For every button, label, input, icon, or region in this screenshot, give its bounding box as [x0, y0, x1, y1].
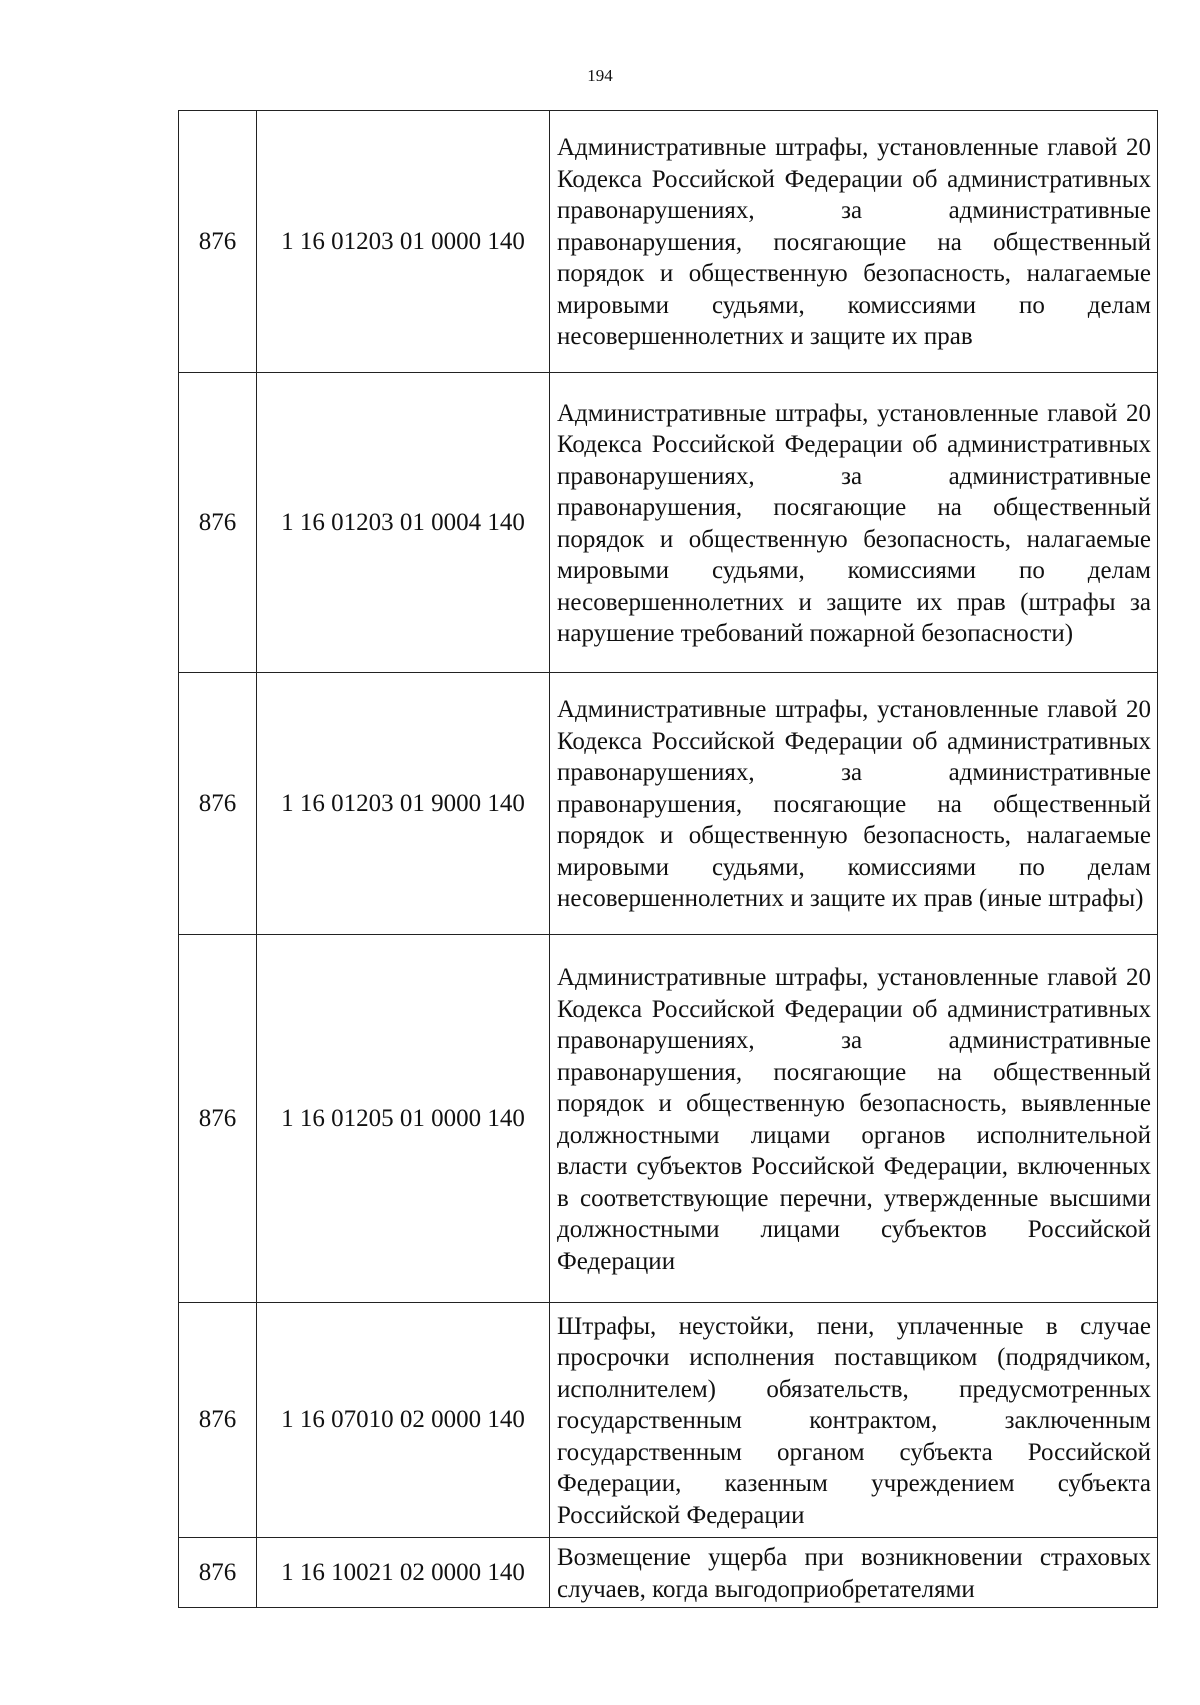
description-text: Административные штрафы, установленные главой 20 Кодекса Российской Федерации об административных правонарушениях, за административные правонарушения, посягающие на общественный порядок и общественную безопасность, выявленные должностными лицами органов исполнительной власти субъектов Российской Федерации, включенных в соответствующие перечни, утвержденные высшими должностными лицами субъектов Российской Федерации	[557, 964, 1151, 1275]
description-cell	[550, 935, 1158, 1303]
admin-code-cell: 876	[179, 373, 257, 673]
admin-code-cell: 876	[179, 1538, 257, 1608]
table-row	[179, 373, 1158, 673]
budget-code-cell: 1 16 01203 01 9000 140	[257, 673, 550, 935]
budget-classification-table	[178, 110, 1158, 1608]
description-cell	[550, 373, 1158, 673]
budget-code-cell: 1 16 01205 01 0000 140	[257, 935, 550, 1303]
description-text: Штрафы, неустойки, пени, уплаченные в случае просрочки исполнения поставщиком (подрядчиком, исполнителем) обязательств, предусмотренных государственным контрактом, заключенным государственным органом субъекта Российской Федерации, казенным учреждением субъекта Российской Федерации	[557, 1312, 1151, 1529]
description-text: Административные штрафы, установленные главой 20 Кодекса Российской Федерации об административных правонарушениях, за административные правонарушения, посягающие на общественный порядок и общественную безопасность, налагаемые мировыми судьями, комиссиями по делам несовершеннолетних и защите их прав	[557, 134, 1151, 351]
admin-code-cell: 876	[179, 673, 257, 935]
description-cell	[550, 111, 1158, 373]
description-text: Административные штрафы, установленные главой 20 Кодекса Российской Федерации об административных правонарушениях, за административные правонарушения, посягающие на общественный порядок и общественную безопасность, налагаемые мировыми судьями, комиссиями по делам несовершеннолетних и защите их прав (иные штрафы)	[557, 696, 1151, 913]
table-row	[179, 111, 1158, 373]
table-row	[179, 1538, 1158, 1608]
budget-code-cell: 1 16 10021 02 0000 140	[257, 1538, 550, 1608]
admin-code-cell: 876	[179, 935, 257, 1303]
admin-code-cell: 876	[179, 111, 257, 373]
table-row	[179, 935, 1158, 1303]
admin-code-cell: 876	[179, 1303, 257, 1538]
budget-code-cell: 1 16 01203 01 0000 140	[257, 111, 550, 373]
description-cell	[550, 1538, 1158, 1608]
description-cell	[550, 673, 1158, 935]
table-row	[179, 673, 1158, 935]
table-row	[179, 1303, 1158, 1538]
page-number: 194	[587, 66, 613, 85]
budget-code-cell: 1 16 01203 01 0004 140	[257, 373, 550, 673]
description-cell	[550, 1303, 1158, 1538]
description-text: Административные штрафы, установленные главой 20 Кодекса Российской Федерации об административных правонарушениях, за административные правонарушения, посягающие на общественный порядок и общественную безопасность, налагаемые мировыми судьями, комиссиями по делам несовершеннолетних и защите их прав (штрафы за нарушение требований пожарной безопасности)	[557, 399, 1151, 647]
budget-code-cell: 1 16 07010 02 0000 140	[257, 1303, 550, 1538]
description-text: Возмещение ущерба при возникновении страховых случаев, когда выгодоприобретателями	[557, 1544, 1151, 1603]
